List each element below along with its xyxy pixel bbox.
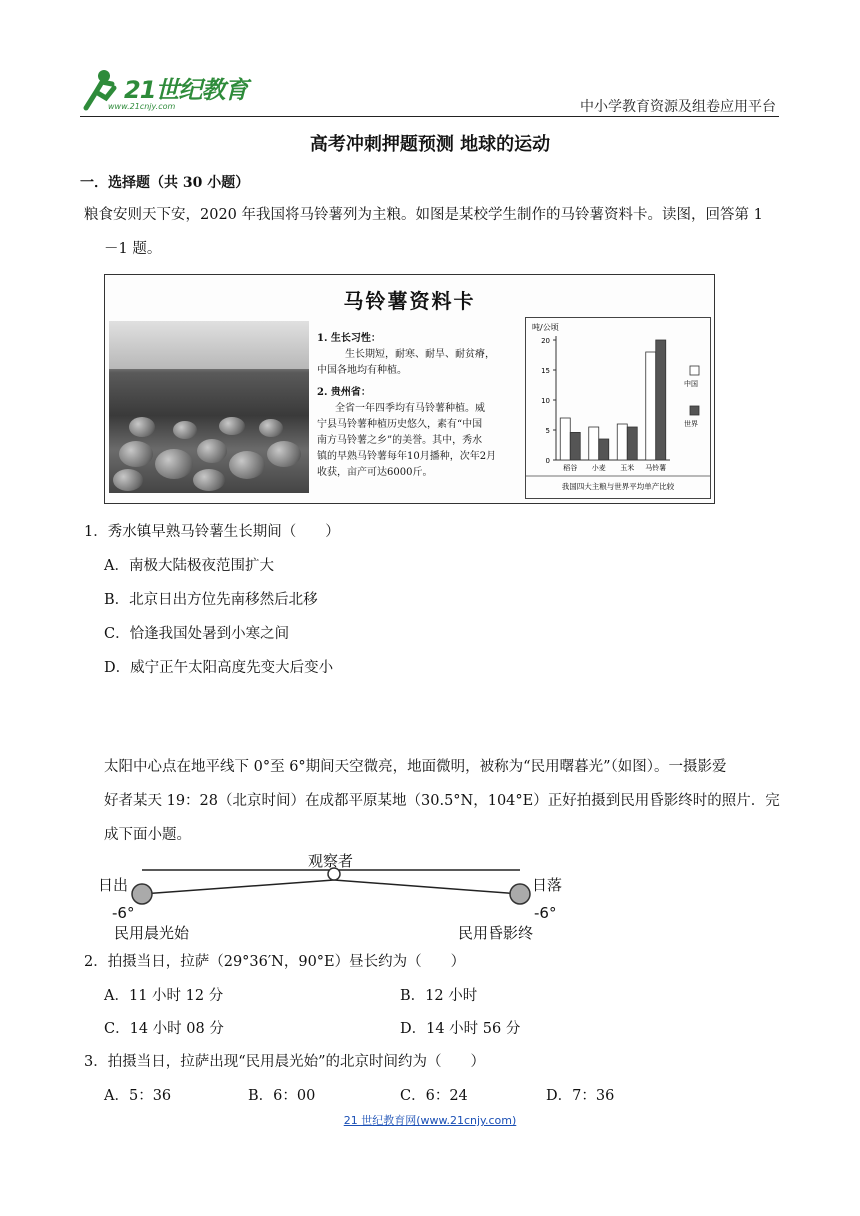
q3-option-d[interactable]: D．7：36 [546, 1088, 615, 1104]
potato-shape [229, 451, 265, 479]
chart-bar-世界 [570, 432, 580, 460]
card-title: 马铃薯资料卡 [343, 289, 476, 313]
intro2-line1: 太阳中心点在地平线下 0°至 6°期间天空微亮，地面微明，被称为“民用曙暮光”（如图）。一摄影爱 [104, 759, 727, 775]
chart-category-label: 玉米 [620, 464, 635, 472]
note1-heading: 1. 生长习性： [317, 333, 381, 344]
dusk-label: 民用昏影终 [458, 924, 534, 942]
sun-dusk-icon [510, 884, 530, 904]
logo-text: 21世纪教育 [124, 76, 248, 104]
potato-shape [219, 417, 245, 435]
photo-sky [109, 321, 309, 369]
logo-url: www.21cnjy.com [108, 102, 176, 111]
chart-bar-中国 [589, 427, 599, 460]
q1-option-c[interactable]: C．恰逢我国处暑到小寒之间 [104, 626, 290, 642]
chart-legend-label: 中国 [684, 380, 698, 388]
footer-link[interactable]: 21 世纪教育网(www.21cnjy.com) [343, 1114, 517, 1127]
chart-ylabel: 吨/公顷 [532, 323, 559, 332]
q3-option-c[interactable]: C．6：24 [400, 1088, 468, 1104]
observer-label: 观察者 [308, 852, 354, 870]
potato-shape [197, 439, 227, 463]
yield-chart-svg [526, 318, 710, 498]
q3-option-b[interactable]: B．6：00 [248, 1088, 316, 1104]
potato-shape [173, 421, 197, 439]
chart-bar-中国 [560, 418, 570, 460]
q2-option-d[interactable]: D．14 小时 56 分 [400, 1021, 521, 1037]
chart-bar-中国 [646, 352, 656, 460]
q1-option-b[interactable]: B．北京日出方位先南移然后北移 [104, 592, 318, 608]
chart-legend-swatch [690, 366, 699, 375]
chart-category-label: 马铃薯 [645, 464, 667, 472]
potato-shape [267, 441, 301, 467]
intro2-line3: 成下面小题。 [104, 827, 191, 843]
q1-stem: 1．秀水镇早熟马铃薯生长期间（ ） [84, 524, 340, 540]
potato-shape [119, 441, 153, 467]
chart-y-tick-label: 20 [541, 337, 550, 345]
intro-paragraph-1 [84, 198, 784, 266]
right-angle-label: -6° [534, 904, 557, 922]
page-title: 高考冲刺押题预测 地球的运动 [309, 134, 551, 155]
q2-option-b[interactable]: B．12 小时 [400, 988, 478, 1004]
potato-shape [259, 419, 283, 437]
intro2-line2: 好者某天 19：28（北京时间）在成都平原某地（30.5°N，104°E）正好拍摄到民用昏影终时的照片．完 [104, 793, 780, 809]
chart-y-tick-label: 0 [545, 457, 550, 465]
chart-bar-世界 [627, 427, 637, 460]
potato-shape [193, 469, 225, 491]
q2-stem: 2．拍摄当日，拉萨（29°36′N，90°E）昼长约为（ ） [84, 954, 466, 970]
yield-chart [525, 317, 711, 499]
note2-body-2: 宁县马铃薯种植历史悠久，素有“中国 [317, 419, 483, 430]
q3-stem: 3．拍摄当日，拉萨出现“民用晨光始”的北京时间约为（ ） [84, 1054, 486, 1070]
chart-bar-世界 [599, 439, 609, 460]
note1-body: 生长期短，耐寒、耐旱、耐贫瘠， [345, 349, 495, 360]
chart-y-tick-label: 15 [541, 367, 550, 375]
q1-option-d[interactable]: D．威宁正午太阳高度先变大后变小 [104, 660, 334, 676]
chart-category-label: 稻谷 [563, 464, 578, 472]
chart-bar-世界 [656, 340, 666, 460]
platform-name: 中小学教育资源及组卷应用平台 [580, 99, 776, 115]
twilight-diagram [96, 846, 576, 942]
note2-body-3: 南方马铃薯之乡”的美誉。其中，秀水 [317, 435, 483, 446]
chart-legend-label: 世界 [684, 420, 698, 428]
note1-body-2: 中国各地均有种植。 [317, 365, 407, 376]
q2-option-c[interactable]: C．14 小时 08 分 [104, 1021, 224, 1037]
sunset-label: 日落 [532, 876, 563, 894]
q3-option-a[interactable]: A．5：36 [104, 1088, 172, 1104]
left-angle-label: -6° [112, 904, 135, 922]
potato-info-card [104, 274, 715, 504]
site-logo [78, 68, 258, 118]
sunrise-label: 日出 [98, 876, 129, 894]
note2-body-5: 收获，亩产可达6000斤。 [317, 467, 433, 478]
chart-legend-swatch [690, 406, 699, 415]
header-divider [80, 116, 779, 117]
note2-heading: 2. 贵州省： [317, 387, 371, 398]
chart-bar-中国 [617, 424, 627, 460]
potato-field-photo [109, 321, 309, 493]
intro-paragraph-2 [104, 750, 794, 852]
note2-body: 全省一年四季均有马铃薯种植。威 [335, 403, 485, 414]
note2-body-4: 镇的早熟马铃薯每年10月播种，次年2月 [317, 451, 497, 462]
section-heading: 一．选择题（共 30 小题） [80, 175, 250, 191]
dawn-label: 民用晨光始 [114, 924, 190, 942]
intro1-line1: 粮食安则天下安，2020 年我国将马铃薯列为主粮。如图是某校学生制作的马铃薯资料卡。读图，回答第 1 [84, 207, 763, 223]
chart-category-label: 小麦 [591, 464, 606, 472]
card-notes [317, 331, 517, 481]
chart-y-tick-label: 10 [541, 397, 550, 405]
q2-option-a[interactable]: A．11 小时 12 分 [104, 988, 224, 1004]
q1-option-a[interactable]: A．南极大陆极夜范围扩大 [104, 558, 274, 574]
potato-shape [113, 469, 143, 491]
sun-dawn-icon [132, 884, 152, 904]
potato-shape [155, 449, 193, 479]
intro1-line2: －1 题。 [104, 241, 162, 257]
chart-title: 我国四大主粮与世界平均单产比较 [561, 482, 675, 491]
potato-shape [129, 417, 155, 437]
chart-y-tick-label: 5 [545, 427, 550, 435]
